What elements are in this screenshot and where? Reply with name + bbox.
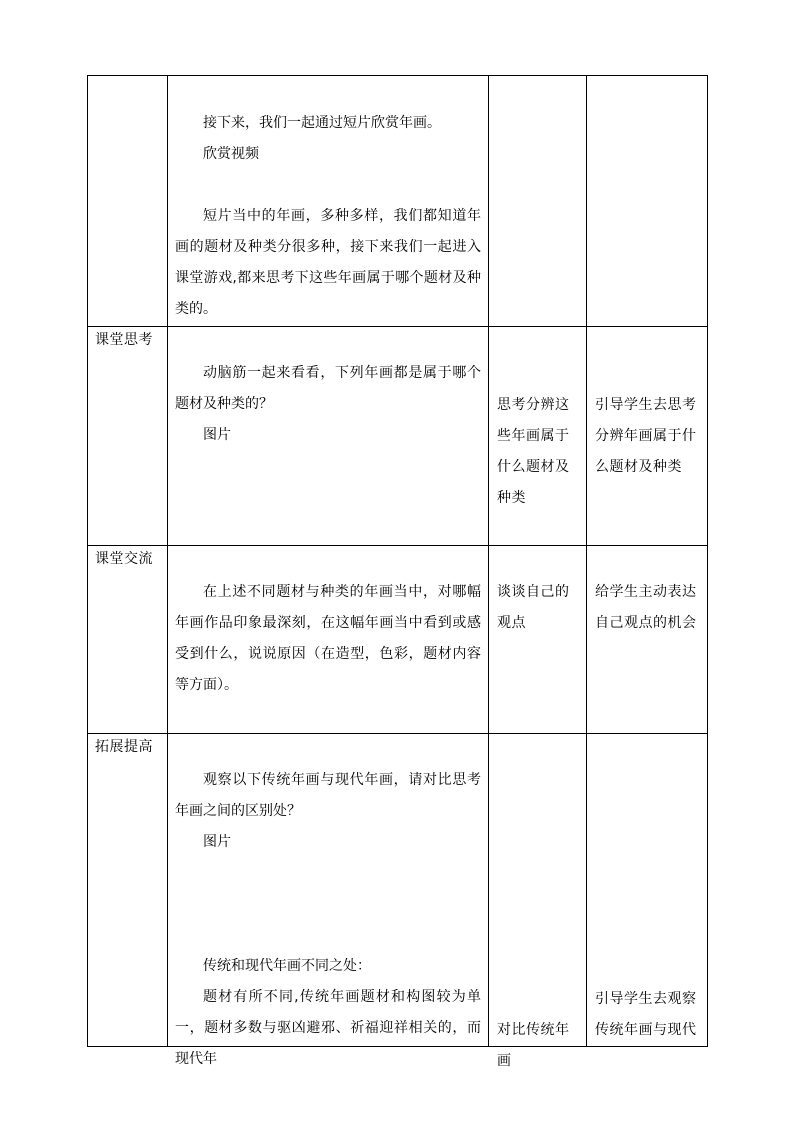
table-row (88, 546, 708, 734)
stage-label: 课堂思考 (95, 332, 153, 348)
student-activity-cell (489, 546, 587, 734)
content-paragraph: 图片 (203, 834, 231, 850)
student-activity-cell (489, 76, 587, 327)
content-cell (168, 734, 489, 1067)
design-intent-cell (587, 76, 708, 327)
stage-cell (88, 76, 168, 327)
content-paragraph: 欣赏视频 (203, 146, 259, 162)
content-cell (168, 546, 489, 734)
student-activity-cell (489, 327, 587, 546)
content-paragraph: 动脑筋一起来看看，下列年画都是属于哪个题材及种类的？ (175, 365, 481, 412)
student-activity-cell (489, 734, 587, 1069)
design-intent-cell (587, 734, 708, 1047)
stage-cell (88, 546, 168, 734)
content-paragraph: 题材有所不同,传统年画题材和构图较为单一，题材多数与驱凶避邪、祈福迎祥相关的，而现代年 (175, 989, 481, 1067)
table-row (88, 327, 708, 546)
stage-label: 拓展提高 (95, 739, 153, 755)
stage-cell (88, 327, 168, 546)
table-row (88, 76, 708, 327)
content-paragraph: 接下来，我们一起通过短片欣赏年画。 (203, 115, 441, 131)
content-paragraph: 在上述不同题材与种类的年画当中，对哪幅年画作品印象最深刻，在这幅年画当中看到或感受到什么，说说原因（在造型，色彩，题材内容等方面）。 (175, 584, 481, 693)
stage-label: 课堂交流 (95, 551, 153, 567)
student-activity-text: 谈谈自己的观点 (497, 584, 570, 631)
design-intent-text: 引导学生去观察传统年画与现代 (595, 991, 697, 1038)
stage-label (88, 76, 167, 78)
stage-cell (88, 734, 168, 1047)
design-intent-text: 引导学生去思考分辨年画属于什么题材及种类 (595, 397, 697, 475)
content-cell (168, 76, 489, 327)
lesson-plan-table (87, 75, 708, 1069)
student-activity-text: 思考分辨这些年画属于什么题材及种类 (497, 397, 570, 506)
content-cell (168, 327, 489, 546)
content-paragraph: 图片 (203, 427, 231, 443)
content-paragraph: 传统和现代年画不同之处： (203, 958, 371, 974)
student-activity-text: 对比传统年画 (497, 1022, 570, 1069)
design-intent-cell (587, 546, 708, 734)
table-row (88, 734, 708, 1047)
content-paragraph: 观察以下传统年画与现代年画，请对比思考年画之间的区别处？ (175, 772, 481, 819)
design-intent-cell (587, 327, 708, 546)
design-intent-text: 给学生主动表达自己观点的机会 (595, 584, 697, 631)
content-paragraph: 短片当中的年画，多种多样，我们都知道年画的题材及种类分很多种，接下来我们一起进入课堂游戏,都来思考下这些年画属于哪个题材及种类的。 (175, 208, 481, 317)
